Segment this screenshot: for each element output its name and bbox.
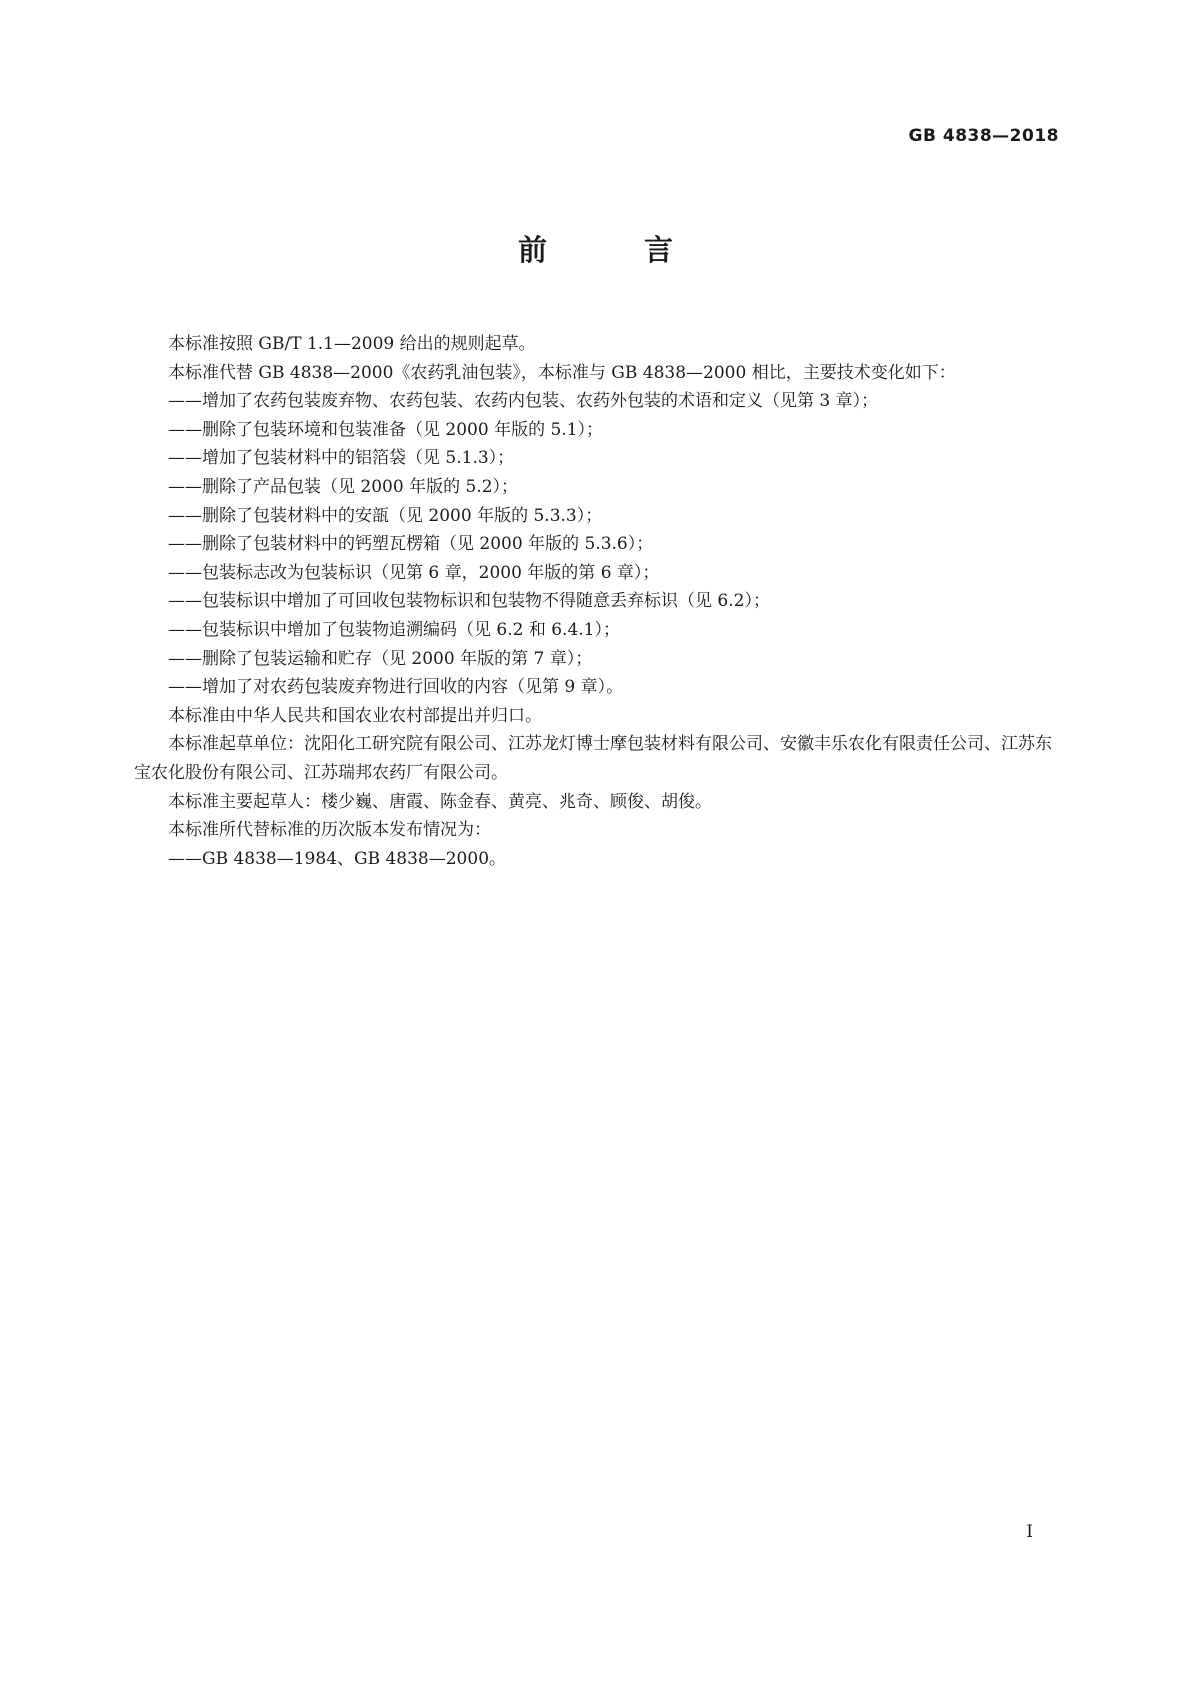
change-item: ——删除了包装材料中的安瓿（见 2000 年版的 5.3.3）； [168, 505, 603, 526]
change-item: ——删除了包装环境和包装准备（见 2000 年版的 5.1）； [168, 419, 604, 440]
change-item: ——增加了农药包装废弃物、农药包装、农药内包装、农药外包装的术语和定义（见第 3 章）； [168, 391, 879, 412]
foreword-body [134, 330, 1058, 873]
change-item: ——删除了包装材料中的钙塑瓦楞箱（见 2000 年版的 5.3.6）； [168, 534, 654, 555]
paragraph-drafting-units: 本标准起草单位：沈阳化工研究院有限公司、江苏龙灯博士摩包装材料有限公司、安徽丰乐农化有限责任公司、江苏东宝农化股份有限公司、江苏瑞邦农药厂有限公司。 [134, 734, 1052, 783]
standard-code-header: GB 4838—2018 [908, 126, 1059, 146]
paragraph-drafters: 本标准主要起草人：楼少巍、唐霞、陈金春、黄亮、兆奇、顾俊、胡俊。 [168, 791, 712, 812]
paragraph-replaces-standard: 本标准代替 GB 4838—2000《农药乳油包装》，本标准与 GB 4838—2000 相比，主要技术变化如下： [168, 362, 956, 383]
change-item: ——增加了包装材料中的铝箔袋（见 5.1.3）； [168, 448, 515, 469]
change-item: ——增加了对农药包装废弃物进行回收的内容（见第 9 章）。 [168, 677, 624, 698]
change-item: ——包装标识中增加了可回收包装物标识和包装物不得随意丢弃标识（见 6.2）； [168, 591, 770, 612]
page-number: I [1026, 1522, 1033, 1542]
change-item: ——删除了包装运输和贮存（见 2000 年版的第 7 章）； [168, 648, 593, 669]
page-title: 前 言 [517, 233, 707, 267]
paragraph-proposer: 本标准由中华人民共和国农业农村部提出并归口。 [168, 705, 542, 726]
change-item: ——包装标志改为包装标识（见第 6 章，2000 年版的第 6 章）； [168, 562, 660, 583]
paragraph-drafting-rules: 本标准按照 GB/T 1.1—2009 给出的规则起草。 [168, 334, 536, 354]
change-item: ——包装标识中增加了包装物追溯编码（见 6.2 和 6.4.1）； [168, 619, 621, 640]
change-item: ——删除了产品包装（见 2000 年版的 5.2）； [168, 476, 519, 497]
paragraph-history-intro: 本标准所代替标准的历次版本发布情况为： [168, 820, 491, 841]
history-item: ——GB 4838—1984、GB 4838—2000。 [168, 848, 507, 869]
